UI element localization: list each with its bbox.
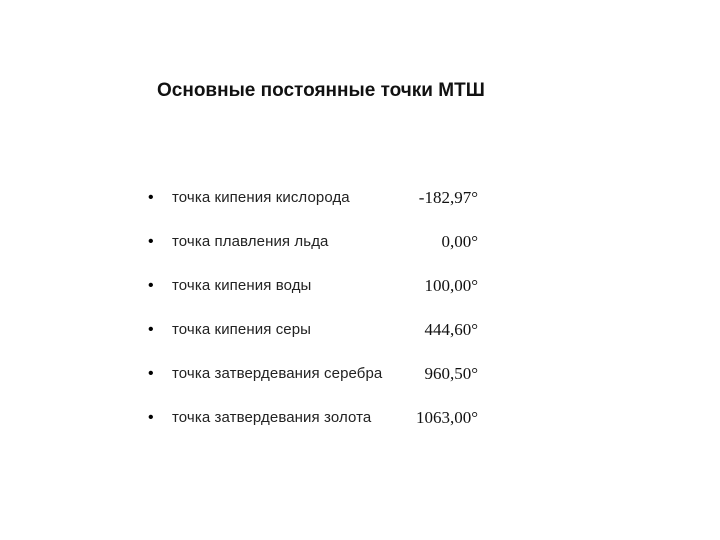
slide-title: Основные постоянные точки МТШ — [157, 80, 485, 101]
point-value: 444,60° — [424, 320, 478, 339]
point-label: точка затвердевания золота — [172, 409, 372, 426]
bullet: • — [148, 365, 154, 382]
list-item — [148, 406, 508, 450]
bullet: • — [148, 189, 154, 206]
list-item — [148, 362, 508, 406]
point-label: точка кипения кислорода — [172, 189, 350, 206]
point-value: 0,00° — [441, 232, 478, 251]
point-value: 960,50° — [424, 364, 478, 383]
fixed-points-list — [148, 186, 508, 450]
list-item — [148, 318, 508, 362]
list-item — [148, 230, 508, 274]
bullet: • — [148, 233, 154, 250]
point-value: 1063,00° — [415, 408, 478, 427]
point-label: точка кипения серы — [172, 321, 312, 338]
point-value: -182,97° — [418, 188, 478, 207]
point-label: точка затвердевания серебра — [172, 365, 383, 382]
list-item — [148, 274, 508, 318]
point-label: точка плавления льда — [172, 233, 329, 250]
bullet: • — [148, 321, 154, 338]
point-value: 100,00° — [424, 276, 478, 295]
list-item — [148, 186, 508, 230]
bullet: • — [148, 277, 154, 294]
bullet: • — [148, 409, 154, 426]
point-label: точка кипения воды — [172, 277, 312, 294]
